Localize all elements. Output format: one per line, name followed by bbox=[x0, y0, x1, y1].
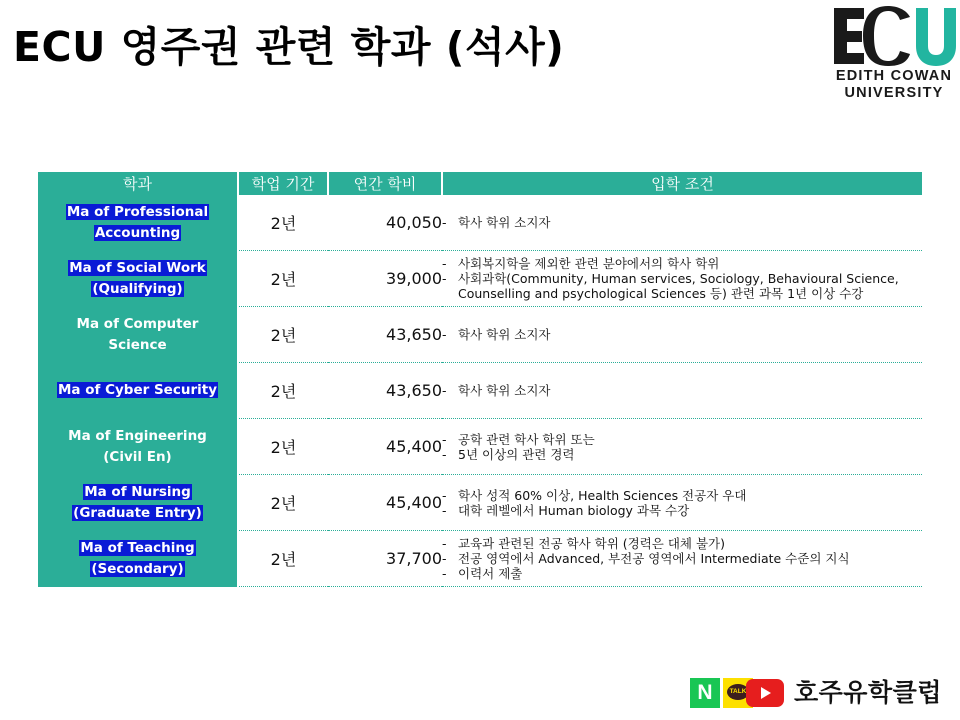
course-name-line: Science bbox=[108, 336, 167, 353]
requirements-cell bbox=[442, 419, 922, 475]
table-row bbox=[38, 419, 922, 475]
requirement-item: - 5년 이상의 관련 경력 bbox=[442, 447, 922, 462]
requirement-item: - 전공 영역에서 Advanced, 부전공 영역에서 Intermediate 수준의 지식 bbox=[442, 551, 922, 566]
header-duration: 학업 기간 bbox=[238, 172, 328, 195]
table-row bbox=[38, 307, 922, 363]
course-name-line: (Qualifying) bbox=[92, 280, 183, 297]
tuition-cell: 43,650 bbox=[328, 363, 442, 419]
course-name-line: Ma of Professional bbox=[66, 203, 209, 220]
duration-cell: 2년 bbox=[238, 307, 328, 363]
duration-cell: 2년 bbox=[238, 195, 328, 251]
course-name-cell bbox=[38, 251, 238, 307]
logo-line-1: EDITH COWAN bbox=[835, 68, 953, 84]
requirements-cell bbox=[442, 475, 922, 531]
requirement-item: - 학사 학위 소지자 bbox=[442, 383, 922, 398]
requirement-item: - 학사 학위 소지자 bbox=[442, 215, 922, 230]
duration-cell: 2년 bbox=[238, 251, 328, 307]
requirements-cell bbox=[442, 251, 922, 307]
duration-cell: 2년 bbox=[238, 419, 328, 475]
naver-blog-icon[interactable]: N bbox=[690, 678, 720, 708]
header-major: 학과 bbox=[38, 172, 238, 195]
course-name-cell bbox=[38, 195, 238, 251]
requirement-item: - 이력서 제출 bbox=[442, 566, 922, 581]
duration-cell: 2년 bbox=[238, 363, 328, 419]
ecu-logo-mark bbox=[830, 4, 956, 66]
tuition-cell: 45,400 bbox=[328, 475, 442, 531]
course-name-cell bbox=[38, 531, 238, 587]
play-triangle-icon bbox=[761, 687, 771, 699]
course-name-cell bbox=[38, 419, 238, 475]
requirement-item: - 사회복지학을 제외한 관련 분야에서의 학사 학위 bbox=[442, 256, 922, 271]
footer-links bbox=[690, 676, 952, 710]
page-title: ECU 영주권 관련 학과 (석사) bbox=[13, 23, 565, 71]
requirements-cell bbox=[442, 195, 922, 251]
course-name-line: Ma of Nursing bbox=[84, 483, 191, 500]
requirement-item: - 대학 레벨에서 Human biology 과목 수강 bbox=[442, 503, 922, 518]
table-row bbox=[38, 195, 922, 251]
requirements-cell bbox=[442, 531, 922, 587]
youtube-play-icon[interactable] bbox=[746, 679, 784, 707]
tuition-cell: 40,050 bbox=[328, 195, 442, 251]
requirements-cell bbox=[442, 363, 922, 419]
table-row bbox=[38, 531, 922, 587]
kakao-talk-label: TALK bbox=[727, 684, 749, 700]
table-row bbox=[38, 251, 922, 307]
course-table bbox=[38, 172, 922, 587]
course-name-line: Ma of Computer bbox=[76, 315, 199, 332]
tuition-cell: 43,650 bbox=[328, 307, 442, 363]
requirement-item: - 사회과학(Community, Human services, Sociology, Behavioural Science, Counselling and psychological Sciences 등) 관련 과목 1년 이상 수강 bbox=[442, 271, 922, 301]
tuition-cell: 45,400 bbox=[328, 419, 442, 475]
table-header-row bbox=[38, 172, 922, 195]
requirement-item: - 교육과 관련된 전공 학사 학위 (경력은 대체 불가) bbox=[442, 536, 922, 551]
course-name-line: Ma of Teaching bbox=[80, 539, 195, 556]
requirements-cell bbox=[442, 307, 922, 363]
duration-cell: 2년 bbox=[238, 475, 328, 531]
header-requirements: 입학 조건 bbox=[442, 172, 922, 195]
ecu-logo bbox=[830, 4, 956, 104]
brand-name: 호주유학클럽 bbox=[794, 678, 942, 707]
course-name-line: Ma of Engineering bbox=[68, 427, 207, 444]
tuition-cell: 37,700 bbox=[328, 531, 442, 587]
course-name-cell bbox=[38, 307, 238, 363]
course-name-cell bbox=[38, 475, 238, 531]
course-name-line: Accounting bbox=[94, 224, 181, 241]
course-name-line: Ma of Cyber Security bbox=[57, 382, 217, 398]
requirement-item: - 공학 관련 학사 학위 또는 bbox=[442, 432, 922, 447]
logo-line-2: UNIVERSITY bbox=[844, 85, 944, 101]
course-name-line: (Graduate Entry) bbox=[73, 504, 202, 521]
course-name-cell bbox=[38, 363, 238, 419]
course-name-line: (Secondary) bbox=[91, 560, 184, 577]
requirement-item: - 학사 성적 60% 이상, Health Sciences 전공자 우대 bbox=[442, 488, 922, 503]
requirement-item: - 학사 학위 소지자 bbox=[442, 327, 922, 342]
table-row bbox=[38, 475, 922, 531]
tuition-cell: 39,000 bbox=[328, 251, 442, 307]
table-row bbox=[38, 363, 922, 419]
course-name-line: Ma of Social Work bbox=[69, 259, 206, 276]
header-tuition: 연간 학비 bbox=[328, 172, 442, 195]
duration-cell: 2년 bbox=[238, 531, 328, 587]
course-name-line: (Civil En) bbox=[103, 448, 172, 465]
